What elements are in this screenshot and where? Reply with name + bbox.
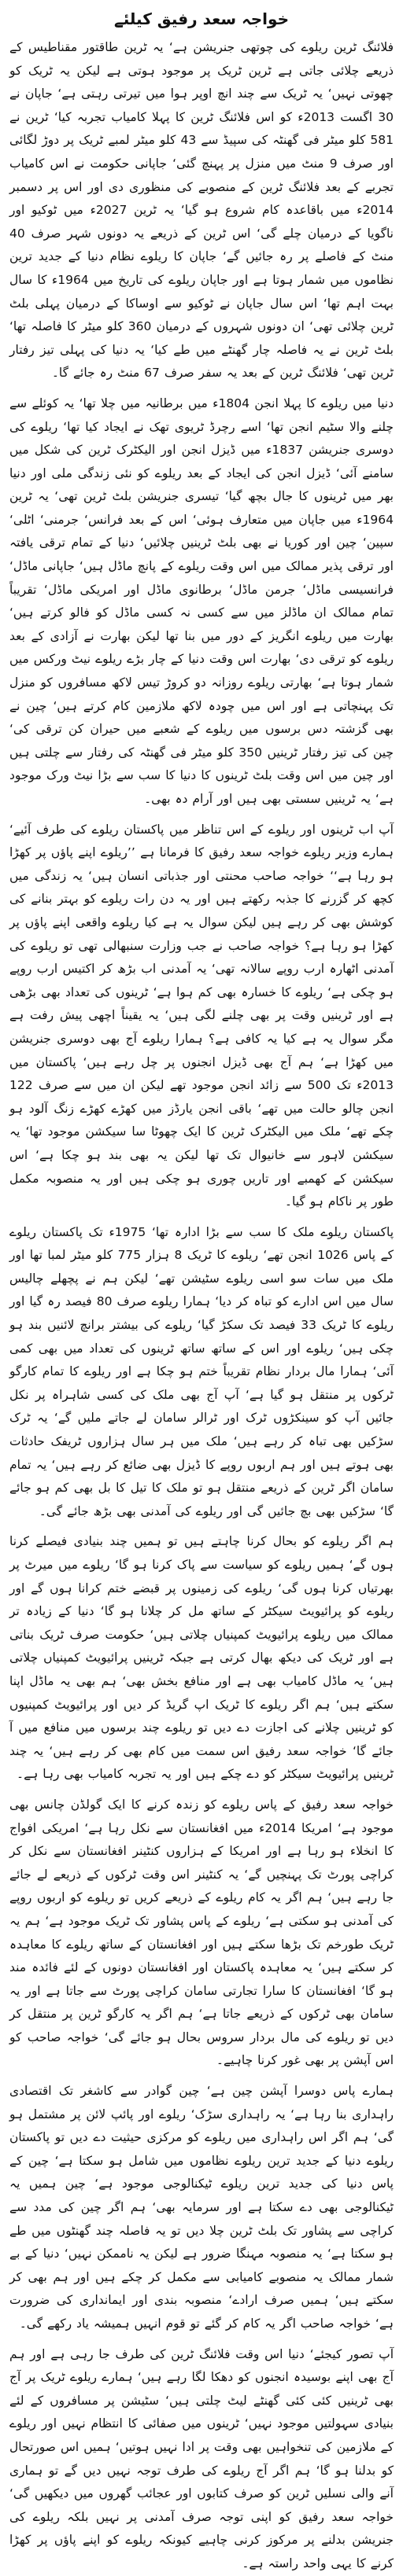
article-paragraph-3: آپ اب ٹرینوں اور ریلوے کے اس تناظر میں پاکستان ریلوے کی طرف آئیے‘ ہمارے وزیر ریلوے خواجہ سعد رفیق کا فرمانا ہے ’’ریلوے اپنے پاؤں پر کھڑا ہو رہا ہے‘‘ خواجہ صاحب محنتی اور جذباتی انسان ہیں‘ یہ زندگی میں کچھ کر گزرنے کا جذبہ رکھتے ہیں اور یہ دن رات ریلوے کو بہتر بنانے کی کوشش بھی کر رہے ہیں لیکن سوال یہ ہے کیا ریلوے واقعی اپنے پاؤں پر کھڑا ہو رہا ہے؟ خواجہ صاحب نے جب وزارت سنبھالی تھی تو ریلوے کی آمدنی اٹھارہ ارب روپے سالانہ تھی‘ یہ آمدنی اب بڑھ کر اکتیس ارب روپے ہو چکی ہے‘ ریلوے کا خسارہ بھی کم ہوا ہے‘ ٹرینوں کی تعداد بھی بڑھی ہے اور ٹرینیں وقت پر بھی چلنے لگی ہیں‘ یہ یقیناً اچھی پیش رفت ہے مگر سوال یہ ہے کیا یہ کافی ہے؟ ہمارا ریلوے آج بھی دوسری جنریشن میں کھڑا ہے‘ ہم آج بھی ڈیزل انجنوں پر چل رہے ہیں‘ پاکستان میں 2013ء تک 500 سے زائد انجن موجود تھے لیکن ان میں سے صرف 122 انجن چالو حالت میں تھے‘ باقی انجن یارڈز میں کھڑے کھڑے زنگ آلود ہو چکے تھے‘ ملک میں الیکٹرک ٹرین کا ایک چھوٹا سا سیکشن موجود تھا‘ یہ سیکشن لاہور سے خانیوال تک تھا لیکن یہ بھی بند ہو چکا ہے‘ اس سیکشن کے کھمبے اور تاریں چوری ہو چکی ہیں اور یہ منصوبہ مکمل طور پر ناکام ہو گیا۔: [9, 822, 394, 1209]
article-paragraph-2: دنیا میں ریلوے کا پہلا انجن 1804ء میں برطانیہ میں چلا تھا‘ یہ کوئلے سے چلنے والا سٹیم انجن تھا‘ اسے رچرڈ ٹریوی تھک نے ایجاد کیا تھا‘ ریلوے کی دوسری جنریشن 1837ء میں ڈیزل انجن اور الیکٹرک ٹرین کی شکل میں سامنے آئی‘ ڈیزل انجن کی ایجاد کے بعد ریلوے کو نئی زندگی ملی اور دنیا بھر میں ٹرینوں کا جال بچھ گیا‘ تیسری جنریشن بلٹ ٹرین تھی‘ یہ ٹرین 1964ء میں جاپان میں متعارف ہوئی‘ اس کے بعد فرانس‘ جرمنی‘ اٹلی‘ سپین‘ چین اور کوریا نے بھی بلٹ ٹرینیں چلائیں‘ دنیا کے تمام ترقی یافتہ اور ترقی پذیر ممالک میں اس وقت ریلوے کے پانچ ماڈل ہیں‘ جاپانی ماڈل‘ فرانسیسی ماڈل‘ جرمن ماڈل‘ برطانوی ماڈل اور امریکی ماڈل‘ تقریباً تمام ممالک ان ماڈلز میں سے کسی نہ کسی ماڈل کو فالو کرتے ہیں‘ بھارت میں ریلوے انگریز کے دور میں بنا تھا لیکن بھارت نے آزادی کے بعد ریلوے کو ترقی دی‘ بھارت اس وقت دنیا کے چار بڑے ریلوے نیٹ ورکس میں شمار ہوتا ہے‘ بھارتی ریلوے روزانہ دو کروڑ تیس لاکھ مسافروں کو منزل تک پہنچاتی ہے اور اس میں چودہ لاکھ ملازمین کام کرتے ہیں‘ چین نے بھی گزشتہ دس برسوں میں ریلوے کے شعبے میں حیران کن ترقی کی‘ چین کی تیز رفتار ٹرینیں 350 کلو میٹر فی گھنٹہ کی رفتار سے چلتی ہیں اور چین میں اس وقت بلٹ ٹرینوں کا دنیا کا سب سے بڑا نیٹ ورک موجود ہے‘ یہ ٹرینیں سستی بھی ہیں اور آرام دہ بھی۔: [9, 396, 394, 806]
article-paragraph-8: آپ تصور کیجئے‘ دنیا اس وقت فلائنگ ٹرین کی طرف جا رہی ہے اور ہم آج بھی اپنے بوسیدہ انجنوں کو دھکا لگا رہے ہیں‘ ہمارے ریلوے ٹریک پر آج بھی ٹرینیں کئی کئی گھنٹے لیٹ چلتی ہیں‘ سٹیشن پر مسافروں کے لئے بنیادی سہولتیں موجود نہیں‘ ٹرینوں میں صفائی کا انتظام نہیں اور ریلوے کے ملازمین کی تنخواہیں بھی وقت پر ادا نہیں ہوتیں‘ ہمیں اس صورتحال کو بدلنا ہو گا‘ ہم اگر آج ریلوے کی طرف توجہ نہیں دیں گے تو ہماری آنے والی نسلیں ٹرین کو صرف کتابوں اور عجائب گھروں میں دیکھیں گی‘ خواجہ سعد رفیق کو اپنی توجہ صرف آمدنی پر نہیں بلکہ ریلوے کی جنریشن بدلنے پر مرکوز کرنی چاہیے کیونکہ ریلوے کو اپنے پاؤں پر کھڑا کرنے کا یہی واحد راستہ ہے۔: [9, 2346, 394, 2570]
article-body: [9, 36, 394, 2576]
article-title: خواجہ سعد رفیق کیلئے: [114, 9, 289, 28]
article-paragraph-1: فلائنگ ٹرین ریلوے کی چوتھی جنریشن ہے‘ یہ ٹرین طاقتور مقناطیس کے ذریعے چلائی جاتی ہے ٹرین ٹریک پر موجود ہوتی ہے لیکن یہ ٹریک کو چھوتی نہیں‘ یہ ٹریک سے چند انچ اوپر ہوا میں تیرتی رہتی ہے‘ جاپان نے 30 اگست 2013ء کو اس فلائنگ ٹرین کا پہلا کامیاب تجربہ کیا‘ ٹرین نے 581 کلو میٹر فی گھنٹہ کی سپیڈ سے 43 کلو میٹر لمبے ٹریک پر دوڑ لگائی اور صرف 9 منٹ میں منزل پر پہنچ گئی‘ جاپانی حکومت نے اس کامیاب تجربے کے بعد فلائنگ ٹرین کے منصوبے کی منظوری دی اور اس پر دسمبر 2014ء میں باقاعدہ کام شروع ہو گیا‘ یہ ٹرین 2027ء میں ٹوکیو اور ناگویا کے درمیان چلے گی‘ اس ٹرین کے ذریعے یہ دونوں شہر صرف 40 منٹ کے فاصلے پر رہ جائیں گے‘ جاپان کا ریلوے نظام دنیا کے جدید ترین نظاموں میں شمار ہوتا ہے اور جاپان ریلوے کی تاریخ میں 1964ء کا سال بہت اہم تھا‘ اس سال جاپان نے ٹوکیو سے اوساکا کے درمیان پہلی بلٹ ٹرین چلائی تھی‘ ان دونوں شہروں کے درمیان 360 کلو میٹر کا فاصلہ تھا‘ بلٹ ٹرین نے یہ فاصلہ چار گھنٹے میں طے کیا‘ یہ دنیا کی پہلی تیز رفتار ٹرین تھی‘ فلائنگ ٹرین کے بعد یہ سفر صرف 67 منٹ رہ جائے گا۔: [9, 40, 394, 381]
article-paragraph-6: خواجہ سعد رفیق کے پاس ریلوے کو زندہ کرنے کا ایک گولڈن چانس بھی موجود ہے‘ امریکا 2014ء میں افغانستان سے نکل رہا ہے‘ امریکی افواج کا انخلاء ہو رہا ہے اور امریکا کے ہزاروں کنٹینر افغانستان سے نکل کر کراچی پورٹ تک پہنچیں گے‘ یہ کنٹینر اس وقت ٹرکوں کے ذریعے لے جائے جا رہے ہیں‘ ہم اگر یہ کام ریلوے کے ذریعے کریں تو ریلوے کو اربوں روپے کی آمدنی ہو سکتی ہے‘ ریلوے کے پاس پشاور تک ٹریک موجود ہے‘ ہم یہ ٹریک طورخم تک بڑھا سکتے ہیں اور افغانستان کے ساتھ ریلوے کا معاہدہ کر سکتے ہیں‘ یہ معاہدہ پاکستان اور افغانستان دونوں کے لئے فائدہ مند ہو گا‘ افغانستان کا سارا تجارتی سامان کراچی پورٹ سے جاتا ہے اور یہ سامان بھی ٹرکوں کے ذریعے جاتا ہے‘ ہم اگر یہ کارگو ٹرین پر منتقل کر دیں تو ریلوے کی مال بردار سروس بحال ہو جائے گی‘ خواجہ صاحب کو اس آپشن پر بھی غور کرنا چاہیے۔: [9, 1797, 394, 2068]
article-paragraph-7: ہمارے پاس دوسرا آپشن چین ہے‘ چین گوادر سے کاشغر تک اقتصادی راہداری بنا رہا ہے‘ یہ راہداری سڑک‘ ریلوے اور پائپ لائن پر مشتمل ہو گی‘ ہم اگر اس راہداری میں ریلوے کو مرکزی حیثیت دے دیں تو پاکستان ریلوے دنیا کے جدید ترین ریلوے نظاموں میں شامل ہو سکتا ہے‘ چین کے پاس دنیا کی جدید ترین ریلوے ٹیکنالوجی موجود ہے‘ چین ہمیں یہ ٹیکنالوجی بھی دے سکتا ہے اور سرمایہ بھی‘ ہم اگر چین کی مدد سے کراچی سے پشاور تک بلٹ ٹرین چلا دیں تو یہ فاصلہ چند گھنٹوں میں طے ہو سکتا ہے‘ یہ منصوبہ مہنگا ضرور ہے لیکن یہ ناممکن نہیں‘ دنیا کے بے شمار ممالک یہ منصوبے کامیابی سے مکمل کر چکے ہیں اور ہم بھی کر سکتے ہیں‘ ہمیں صرف ارادے‘ منصوبہ بندی اور ایمانداری کی ضرورت ہے‘ خواجہ صاحب اگر یہ کام کر گئے تو قوم انہیں ہمیشہ یاد رکھے گی۔: [9, 2084, 394, 2331]
article-paragraph-4: پاکستان ریلوے ملک کا سب سے بڑا ادارہ تھا‘ 1975ء تک پاکستان ریلوے کے پاس 1026 انجن تھے‘ ریلوے کا ٹریک 8 ہزار 775 کلو میٹر لمبا تھا اور ملک میں سات سو اسی ریلوے سٹیشن تھے‘ لیکن ہم نے پچھلے چالیس سال میں اس ادارے کو تباہ کر دیا‘ ہمارا ریلوے صرف 80 فیصد رہ گیا اور ریلوے کا ٹریک 33 فیصد تک سکڑ گیا‘ ریلوے کی بیشتر برانچ لائنیں بند ہو چکی ہیں‘ ریلوے اور اس کے ساتھ ساتھ ٹرینوں کی تعداد میں بھی کمی آئی‘ ہمارا مال بردار نظام تقریباً ختم ہو چکا ہے اور ریلوے کا تمام کارگو ٹرکوں پر منتقل ہو گیا ہے‘ آپ آج بھی ملک کی کسی شاہراہ پر نکل جائیں آپ کو سینکڑوں ٹرک اور ٹرالر سامان لے جاتے ملیں گے‘ یہ ٹرک سڑکیں بھی تباہ کر رہے ہیں‘ ملک میں ہر سال ہزاروں ٹریفک حادثات بھی ہوتے ہیں اور ہم اربوں روپے کا ڈیزل بھی ضائع کر رہے ہیں‘ یہ تمام سامان اگر ٹرین کے ذریعے منتقل ہو تو ملک کا تیل کا بل بھی کم ہو جائے گا‘ سڑکیں بھی بچ جائیں گی اور ریلوے کی آمدنی بھی بڑھ جائے گی۔: [9, 1224, 394, 1518]
article-paragraph-5: ہم اگر ریلوے کو بحال کرنا چاہتے ہیں تو ہمیں چند بنیادی فیصلے کرنا ہوں گے‘ ہمیں ریلوے کو سیاست سے پاک کرنا ہو گا‘ ریلوے میں میرٹ پر بھرتیاں کرنا ہوں گی‘ ریلوے کی زمینوں پر قبضے ختم کرانا ہوں گے اور ریلوے کو پرائیویٹ سیکٹر کے ساتھ مل کر چلانا ہو گا‘ دنیا کے زیادہ تر ممالک میں ریلوے پرائیویٹ کمپنیاں چلاتی ہیں‘ حکومت صرف ٹریک بناتی ہے اور ٹریک کی دیکھ بھال کرتی ہے جبکہ ٹرینیں پرائیویٹ کمپنیاں چلاتی ہیں‘ یہ ماڈل کامیاب بھی ہے اور منافع بخش بھی‘ ہم بھی یہ ماڈل اپنا سکتے ہیں‘ ہم اگر ریلوے کا ٹریک اپ گریڈ کر دیں اور پرائیویٹ کمپنیوں کو ٹرینیں چلانے کی اجازت دے دیں تو ریلوے چند برسوں میں منافع میں آ جائے گا‘ خواجہ سعد رفیق اس سمت میں کام بھی کر رہے ہیں‘ یہ چند ٹرینیں پرائیویٹ سیکٹر کو دے چکے ہیں اور یہ تجربہ کامیاب بھی رہا ہے۔: [9, 1534, 394, 1782]
